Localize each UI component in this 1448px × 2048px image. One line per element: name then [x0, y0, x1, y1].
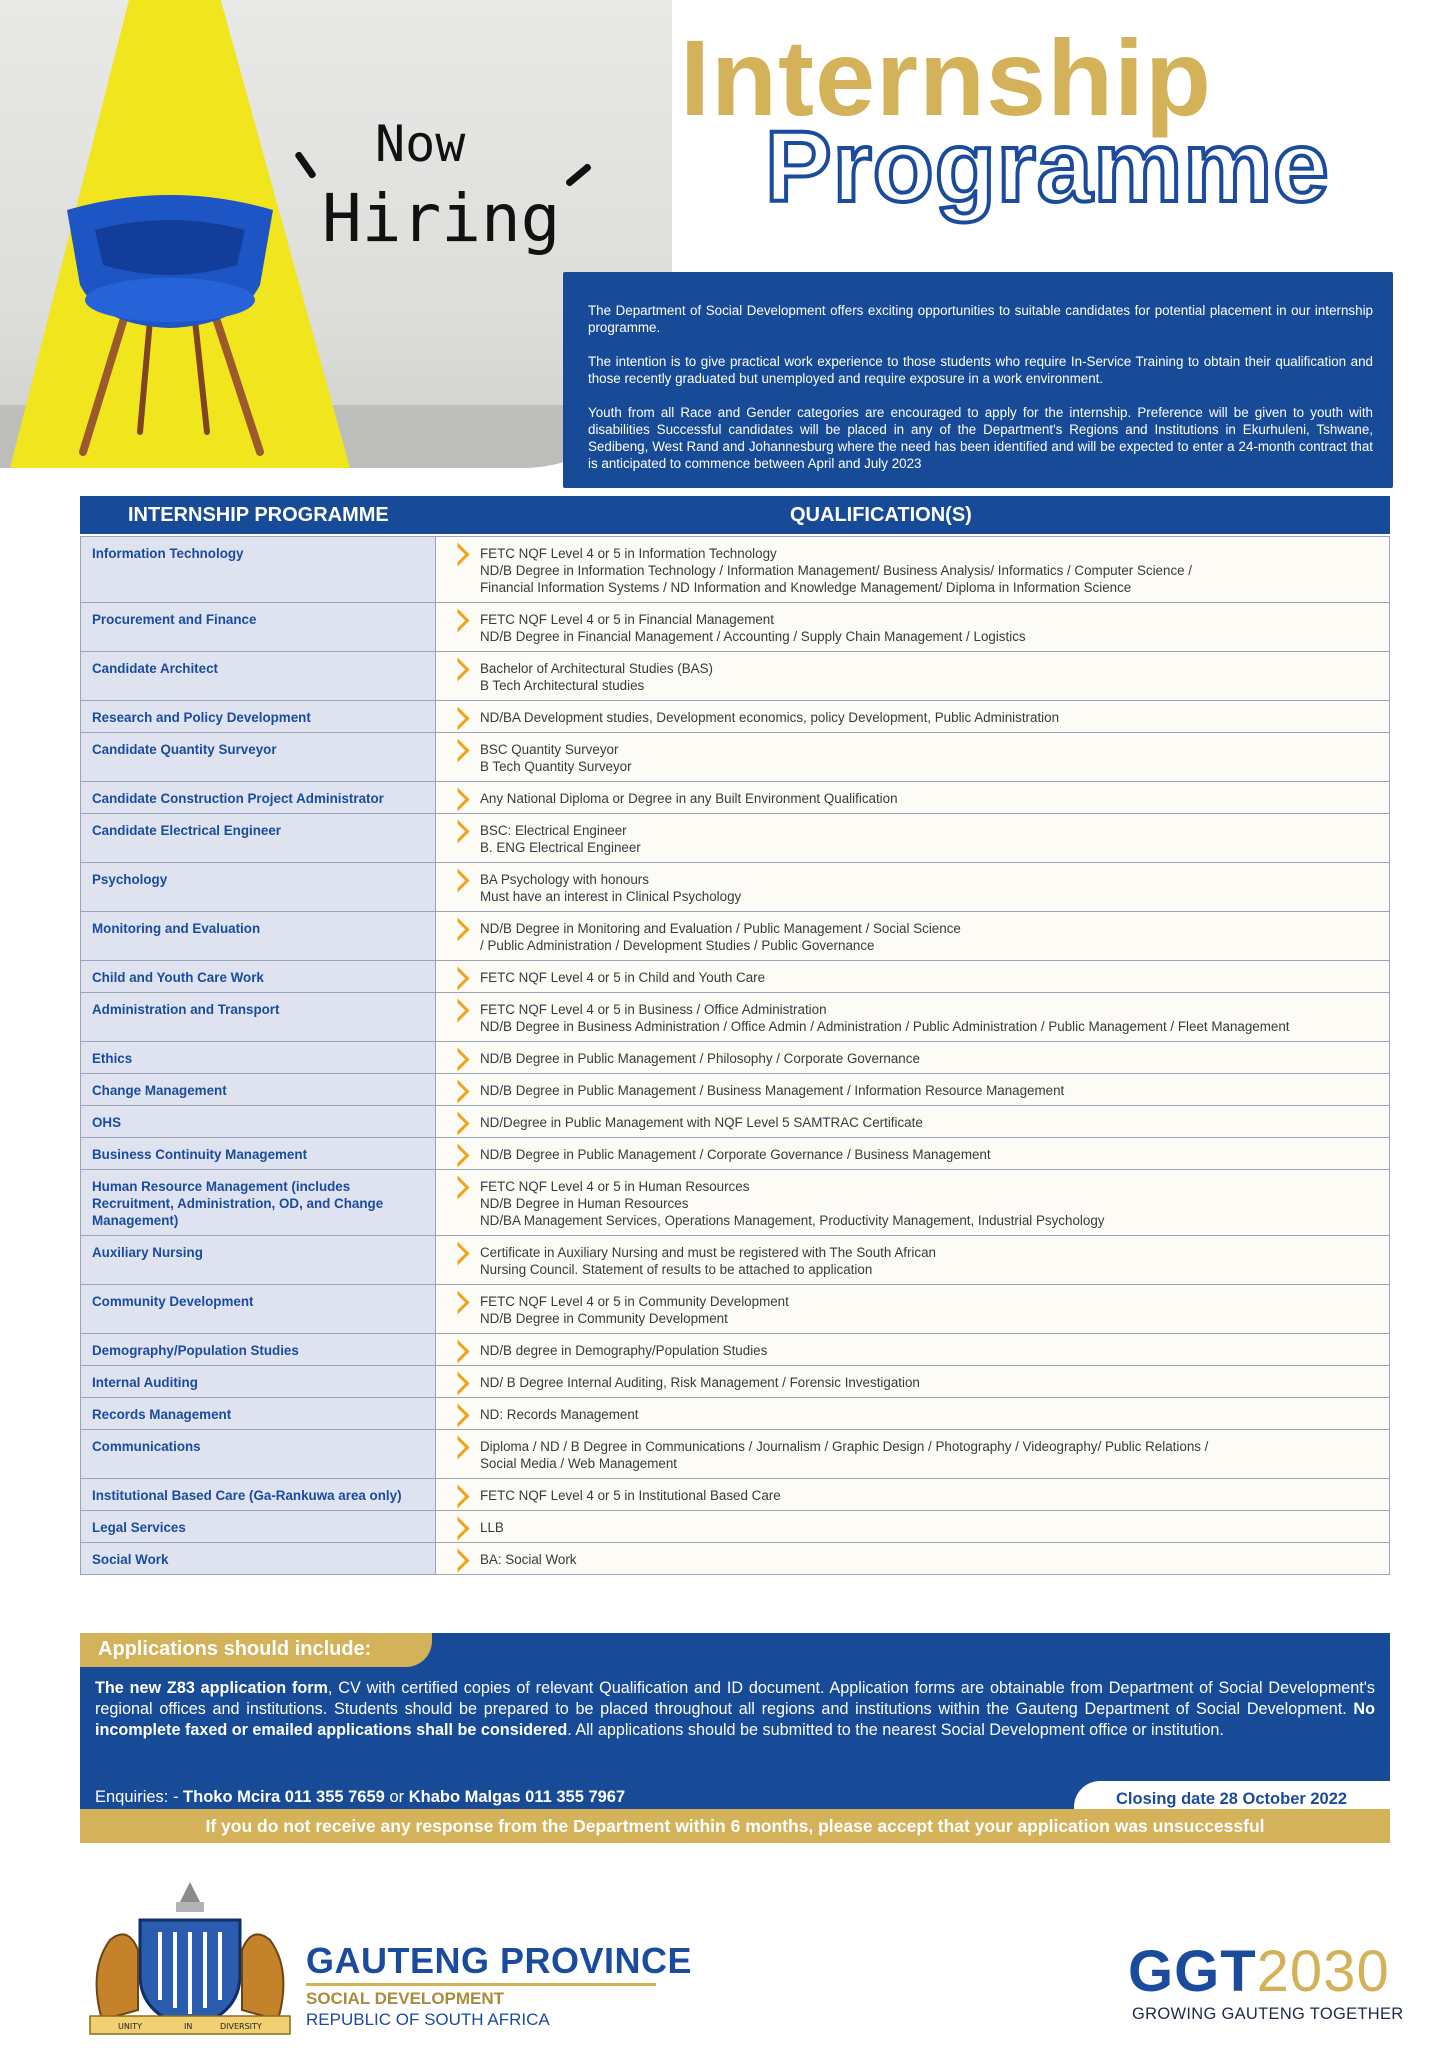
- applications-heading: Applications should include:: [80, 1633, 432, 1667]
- qualification-lines: [480, 1082, 1064, 1099]
- qualification-line: BA: Social Work: [480, 1552, 577, 1567]
- table-row: [81, 537, 1389, 603]
- applications-text: [95, 1678, 1375, 1741]
- closing-date: Closing date 28 October 2022: [1074, 1781, 1390, 1817]
- qualification-line: ND: Records Management: [480, 1407, 639, 1422]
- qualification-cell: [436, 782, 1389, 813]
- qualification-cell: [436, 701, 1389, 732]
- ggt2030-logo: [1128, 1938, 1390, 2005]
- or-word: or: [389, 1788, 405, 1806]
- qualification-line: FETC NQF Level 4 or 5 in Human Resources: [480, 1179, 750, 1194]
- qualification-line: Nursing Council. Statement of results to be attached to application: [480, 1262, 873, 1277]
- arrow-bullet-icon: [449, 742, 463, 756]
- table-row: [81, 1236, 1389, 1285]
- qualification-cell: [436, 993, 1389, 1041]
- ggt-tagline: GROWING GAUTENG TOGETHER: [1132, 2005, 1404, 2023]
- applications-body-2: . All applications should be submitted to the nearest Social Development office or institution.: [567, 1721, 1224, 1739]
- qualification-line: Financial Information Systems / ND Information and Knowledge Management/ Diploma in Information Science: [480, 580, 1132, 595]
- qualification-cell: [436, 1042, 1389, 1073]
- qualification-lines: [480, 1178, 1104, 1229]
- intro-paragraph: The Department of Social Development offers exciting opportunities to suitable candidates for potential placement in our internship programme.: [588, 303, 1373, 335]
- ggt-prefix: GGT: [1128, 1939, 1257, 2004]
- table-row: [81, 1366, 1389, 1398]
- qualification-line: FETC NQF Level 4 or 5 in Financial Management: [480, 612, 774, 627]
- title-programme: Programme: [765, 111, 1330, 223]
- qualification-line: BSC Quantity Surveyor: [480, 742, 619, 757]
- table-row: [81, 863, 1389, 912]
- qualification-cell: [436, 1430, 1389, 1478]
- qualification-line: ND/B Degree in Financial Management / Accounting / Supply Chain Management / Logistics: [480, 629, 1026, 644]
- department-name: SOCIAL DEVELOPMENT: [306, 1989, 505, 2008]
- programme-name: Auxiliary Nursing: [81, 1236, 436, 1284]
- table-row: [81, 1511, 1389, 1543]
- table-row: [81, 603, 1389, 652]
- programme-name: Information Technology: [81, 537, 436, 602]
- arrow-bullet-icon: [449, 970, 463, 984]
- crest-motto-diversity: DIVERSITY: [220, 2022, 262, 2031]
- programme-name: Candidate Architect: [81, 652, 436, 700]
- programme-name: Monitoring and Evaluation: [81, 912, 436, 960]
- table-row: [81, 912, 1389, 961]
- table-row: [81, 814, 1389, 863]
- qualification-cell: [436, 1334, 1389, 1365]
- col-header-programme: INTERNSHIP PROGRAMME: [128, 503, 389, 526]
- qualification-lines: [480, 1050, 920, 1067]
- intro-paragraph: Youth from all Race and Gender categories are encouraged to apply for the internship. Preference will be given to youth with disabilities Successful candidates will be placed in any of the Department's Regions and Institutions in Ekurhuleni, Tshwane, Sedibeng, West Rand and Johannesburg where the need has been identified and will be expected to enter a 24-month contract that is anticipated to commence between April and July 2023: [588, 405, 1373, 471]
- programme-name: Research and Policy Development: [81, 701, 436, 732]
- programme-name: Social Work: [81, 1543, 436, 1574]
- qualification-lines: [480, 871, 741, 905]
- arrow-bullet-icon: [449, 1439, 463, 1453]
- programme-name: Human Resource Management (includes Recruitment, Administration, OD, and Change Management): [81, 1170, 436, 1235]
- arrow-bullet-icon: [449, 1294, 463, 1308]
- table-row: [81, 993, 1389, 1042]
- qualification-cell: [436, 537, 1389, 602]
- qualification-lines: [480, 1293, 789, 1327]
- arrow-bullet-icon: [449, 1343, 463, 1357]
- qualification-cell: [436, 1170, 1389, 1235]
- arrow-bullet-icon: [449, 1179, 463, 1193]
- chair-icon: [55, 190, 285, 460]
- arrow-bullet-icon: [449, 1520, 463, 1534]
- contact-thoko: Thoko Mcira 011 355 7659: [183, 1788, 385, 1806]
- intro-paragraph: The intention is to give practical work experience to those students who require In-Service Training to obtain their qualification and those recently graduated but unemployed and require exposure in a work environment.: [588, 354, 1373, 386]
- arrow-bullet-icon: [449, 710, 463, 724]
- qualification-lines: [480, 1438, 1208, 1472]
- table-row: [81, 733, 1389, 782]
- qualification-line: B Tech Quantity Surveyor: [480, 759, 632, 774]
- programme-name: Candidate Quantity Surveyor: [81, 733, 436, 781]
- qualification-lines: [480, 741, 632, 775]
- qualification-lines: [480, 822, 641, 856]
- table-header: [80, 496, 1390, 534]
- arrow-bullet-icon: [449, 1147, 463, 1161]
- arrow-bullet-icon: [449, 1375, 463, 1389]
- gauteng-province: GAUTENG PROVINCE: [306, 1940, 693, 1981]
- col-header-qualifications: QUALIFICATION(S): [790, 503, 972, 526]
- qualification-cell: [436, 1543, 1389, 1574]
- qualification-lines: [480, 1114, 923, 1131]
- now-hiring-line1: Now: [375, 115, 466, 173]
- qualification-cell: [436, 733, 1389, 781]
- programme-name: Psychology: [81, 863, 436, 911]
- qualification-line: FETC NQF Level 4 or 5 in Information Technology: [480, 546, 777, 561]
- qualification-line: Must have an interest in Clinical Psychology: [480, 889, 742, 904]
- qualification-line: / Public Administration / Development Studies / Public Governance: [480, 938, 875, 953]
- crest-motto-in: IN: [184, 2022, 193, 2031]
- qualification-lines: [480, 1406, 639, 1423]
- response-notice: If you do not receive any response from the Department within 6 months, please accept that your application was unsuccessful: [80, 1809, 1390, 1843]
- qualification-line: ND/B Degree in Monitoring and Evaluation / Public Management / Social Science: [480, 921, 961, 936]
- table-row: [81, 961, 1389, 993]
- table-row: [81, 1285, 1389, 1334]
- programme-name: Candidate Electrical Engineer: [81, 814, 436, 862]
- qualification-line: ND/B Degree in Information Technology / Information Management/ Business Analysis/ Informatics / Computer Science /: [480, 563, 1193, 578]
- programme-name: Ethics: [81, 1042, 436, 1073]
- arrow-bullet-icon: [449, 872, 463, 886]
- table-row: [81, 1042, 1389, 1074]
- qualification-line: ND/B Degree in Business Administration / Office Admin / Administration / Public Administration / Public Management / Fleet Management: [480, 1019, 1290, 1034]
- no-incomplete-warning: No incomplete faxed or emailed applications shall be considered: [95, 1700, 1375, 1739]
- qualification-lines: [480, 969, 765, 986]
- qualification-cell: [436, 652, 1389, 700]
- coat-of-arms-icon: [80, 1880, 300, 2040]
- programme-name: Communications: [81, 1430, 436, 1478]
- qualification-line: B. ENG Electrical Engineer: [480, 840, 641, 855]
- qualification-line: ND/Degree in Public Management with NQF Level 5 SAMTRAC Certificate: [480, 1115, 923, 1130]
- qualification-lines: [480, 790, 898, 807]
- qualification-lines: [480, 1551, 577, 1568]
- z83-form-text: The new Z83 application form: [95, 1679, 328, 1697]
- table-row: [81, 1170, 1389, 1236]
- now-hiring-line2: Hiring: [322, 180, 561, 257]
- programme-name: Change Management: [81, 1074, 436, 1105]
- qualification-lines: [480, 611, 1026, 645]
- table-row: [81, 1074, 1389, 1106]
- qualification-line: ND/B degree in Demography/Population Studies: [480, 1343, 768, 1358]
- qualification-lines: [480, 545, 1192, 596]
- ggt-year: 2030: [1256, 1939, 1390, 2004]
- crest-motto-unity: UNITY: [118, 2022, 142, 2031]
- qualification-cell: [436, 1479, 1389, 1510]
- arrow-bullet-icon: [449, 661, 463, 675]
- table-row: [81, 1479, 1389, 1511]
- arrow-bullet-icon: [449, 823, 463, 837]
- programme-name: Child and Youth Care Work: [81, 961, 436, 992]
- qualification-lines: [480, 709, 1059, 726]
- qualification-line: ND/ B Degree Internal Auditing, Risk Management / Forensic Investigation: [480, 1375, 920, 1390]
- qualification-cell: [436, 1511, 1389, 1542]
- qualification-line: LLB: [480, 1520, 504, 1535]
- qualification-line: BA Psychology with honours: [480, 872, 649, 887]
- table-row: [81, 1106, 1389, 1138]
- programme-name: Business Continuity Management: [81, 1138, 436, 1169]
- arrow-bullet-icon: [449, 1245, 463, 1259]
- qualification-cell: [436, 1236, 1389, 1284]
- qualification-lines: [480, 1519, 504, 1536]
- applications-body-1: , CV with certified copies of relevant Qualification and ID document. Application forms are obtainable from Department of Social Development's regional offices and institutions. Students should be prepared to be placed throughout all regions and institutions within the Gauteng Department of Social Development.: [95, 1679, 1375, 1718]
- qualification-lines: [480, 1146, 991, 1163]
- programme-name: OHS: [81, 1106, 436, 1137]
- qualification-line: ND/B Degree in Human Resources: [480, 1196, 689, 1211]
- programme-name: Legal Services: [81, 1511, 436, 1542]
- arrow-bullet-icon: [449, 1115, 463, 1129]
- qualification-cell: [436, 961, 1389, 992]
- qualification-line: Bachelor of Architectural Studies (BAS): [480, 661, 713, 676]
- qualification-line: ND/B Degree in Public Management / Philosophy / Corporate Governance: [480, 1051, 920, 1066]
- contact-khabo: Khabo Malgas 011 355 7967: [408, 1788, 626, 1806]
- qualification-line: ND/B Degree in Public Management / Business Management / Information Resource Management: [480, 1083, 1065, 1098]
- qualification-cell: [436, 603, 1389, 651]
- table-row: [81, 1543, 1389, 1574]
- programme-name: Demography/Population Studies: [81, 1334, 436, 1365]
- arrow-bullet-icon: [449, 791, 463, 805]
- intro-box: [563, 272, 1393, 488]
- qualification-line: ND/BA Management Services, Operations Management, Productivity Management, Industrial Psychology: [480, 1213, 1105, 1228]
- arrow-bullet-icon: [449, 1051, 463, 1065]
- arrow-bullet-icon: [449, 546, 463, 560]
- qualification-cell: [436, 1366, 1389, 1397]
- qualification-lines: [480, 1001, 1290, 1035]
- qualification-line: ND/BA Development studies, Development economics, policy Development, Public Administration: [480, 710, 1060, 725]
- arrow-bullet-icon: [449, 1002, 463, 1016]
- qualification-line: FETC NQF Level 4 or 5 in Institutional Based Care: [480, 1488, 781, 1503]
- qualification-line: Diploma / ND / B Degree in Communications / Journalism / Graphic Design / Photography / Videography/ Public Relations /: [480, 1439, 1209, 1454]
- qualification-line: Any National Diploma or Degree in any Built Environment Qualification: [480, 791, 898, 806]
- table-row: [81, 652, 1389, 701]
- programme-name: Internal Auditing: [81, 1366, 436, 1397]
- table-row: [81, 1430, 1389, 1479]
- arrow-bullet-icon: [449, 1407, 463, 1421]
- programme-name: Community Development: [81, 1285, 436, 1333]
- qualification-lines: [480, 660, 713, 694]
- qualification-cell: [436, 863, 1389, 911]
- qualification-lines: [480, 1244, 936, 1278]
- qualification-cell: [436, 1106, 1389, 1137]
- qualification-cell: [436, 1398, 1389, 1429]
- table-row: [81, 1398, 1389, 1430]
- qualification-line: ND/B Degree in Public Management / Corporate Governance / Business Management: [480, 1147, 991, 1162]
- qualification-cell: [436, 1285, 1389, 1333]
- qualification-cell: [436, 912, 1389, 960]
- qualification-line: FETC NQF Level 4 or 5 in Business / Office Administration: [480, 1002, 827, 1017]
- qualification-line: Social Media / Web Management: [480, 1456, 677, 1471]
- arrow-bullet-icon: [449, 1083, 463, 1097]
- programme-name: Administration and Transport: [81, 993, 436, 1041]
- enquiries-label: Enquiries: -: [95, 1788, 179, 1806]
- qualification-line: Certificate in Auxiliary Nursing and must be registered with The South African: [480, 1245, 936, 1260]
- qualification-lines: [480, 1342, 767, 1359]
- table-row: [81, 701, 1389, 733]
- qualification-cell: [436, 1074, 1389, 1105]
- qualification-lines: [480, 920, 961, 954]
- table-row: [81, 782, 1389, 814]
- qualification-line: FETC NQF Level 4 or 5 in Child and Youth Care: [480, 970, 766, 985]
- qualification-cell: [436, 1138, 1389, 1169]
- qualification-lines: [480, 1374, 920, 1391]
- arrow-bullet-icon: [449, 1552, 463, 1566]
- internship-table: [80, 496, 1390, 1575]
- enquiries: [95, 1788, 625, 1807]
- qualification-line: FETC NQF Level 4 or 5 in Community Development: [480, 1294, 789, 1309]
- table-row: [81, 1334, 1389, 1366]
- arrow-bullet-icon: [449, 612, 463, 626]
- arrow-bullet-icon: [449, 921, 463, 935]
- table-body: [80, 536, 1390, 1575]
- programme-name: Procurement and Finance: [81, 603, 436, 651]
- programme-name: Records Management: [81, 1398, 436, 1429]
- gauteng-divider: [306, 1983, 656, 1986]
- qualification-line: B Tech Architectural studies: [480, 678, 645, 693]
- country-name: REPUBLIC OF SOUTH AFRICA: [306, 2010, 550, 2029]
- title-internship: Internship: [680, 17, 1213, 138]
- qualification-line: BSC: Electrical Engineer: [480, 823, 627, 838]
- qualification-cell: [436, 814, 1389, 862]
- table-row: [81, 1138, 1389, 1170]
- programme-name: Institutional Based Care (Ga-Rankuwa area only): [81, 1479, 436, 1510]
- programme-name: Candidate Construction Project Administrator: [81, 782, 436, 813]
- qualification-line: ND/B Degree in Community Development: [480, 1311, 728, 1326]
- qualification-lines: [480, 1487, 781, 1504]
- arrow-bullet-icon: [449, 1488, 463, 1502]
